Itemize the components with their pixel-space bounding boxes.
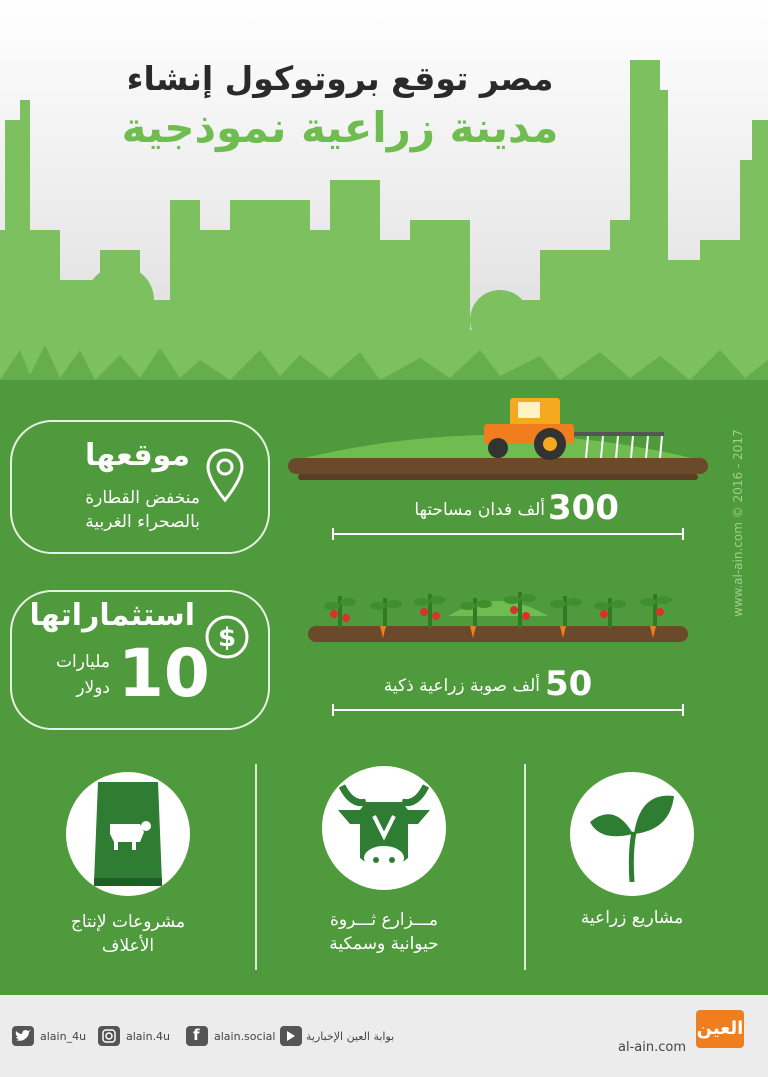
leaf-icon [570, 772, 694, 896]
site-url[interactable]: al-ain.com [618, 1040, 686, 1055]
facebook-handle[interactable]: alain.social [214, 1030, 276, 1043]
livestock-label-line1: مـــزارع ثـــروة [329, 910, 439, 930]
headline-line2: مدينة زراعية نموذجية [121, 103, 559, 152]
feed-label-line2: الأعلاف [101, 936, 155, 956]
watermark-copyright: © 2016 - 2017 [731, 429, 745, 519]
greenhouses-number: 50 [545, 664, 593, 704]
feed-label-line1: مشروعات لإنتاج [70, 912, 186, 932]
agri-projects-label [540, 906, 724, 930]
livestock-circle [322, 766, 446, 890]
cow-head-icon [322, 766, 446, 890]
investments-heading: استثماراتها [29, 598, 195, 633]
feed-label [36, 910, 220, 958]
facebook-glyph: f [193, 1026, 200, 1044]
location-line2: بالصحراء الغربية [85, 512, 200, 532]
youtube-label[interactable]: بوابة العين الإخبارية [306, 1030, 395, 1043]
svg-text:$: $ [217, 623, 237, 653]
instagram-glyph [101, 1028, 117, 1044]
dollar-icon [204, 614, 250, 660]
location-heading: موقعها [84, 438, 190, 473]
investments-number: 10 [118, 635, 210, 712]
tractor-field-illustration [288, 388, 708, 488]
watermark [728, 429, 748, 620]
headline-line1: مصر توقع بروتوكول إنشاء [126, 59, 554, 98]
livestock-label [290, 908, 478, 956]
divider-left [255, 764, 257, 970]
divider-right [524, 764, 526, 970]
headline [60, 58, 620, 156]
area-text: ألف فدان مساحتها [414, 500, 545, 520]
agri-projects-label-line1: مشاريع زراعية [580, 908, 684, 928]
greenhouses-bracket [332, 704, 684, 716]
alain-logo [696, 1010, 744, 1048]
area-number: 300 [548, 488, 619, 528]
crops-illustration [308, 576, 688, 656]
feed-sack-icon [66, 772, 190, 896]
youtube-glyph [286, 1030, 296, 1042]
location-pin-icon [205, 448, 245, 504]
investments-unit1: مليارات [56, 652, 110, 672]
agri-projects-circle [570, 772, 694, 896]
watermark-url: www.al-ain.com [731, 522, 745, 617]
twitter-glyph [15, 1029, 31, 1043]
feed-circle [66, 772, 190, 896]
greenhouses-text: ألف صوبة زراعية ذكية [383, 676, 540, 696]
investments-unit2: دولار [76, 678, 110, 698]
location-line1: منخفض القطارة [85, 488, 200, 508]
twitter-handle[interactable]: alain_4u [40, 1030, 87, 1043]
area-bracket [332, 528, 684, 540]
alain-logo-text: العين [696, 1018, 744, 1039]
livestock-label-line2: حيوانية وسمكية [329, 934, 439, 954]
instagram-handle[interactable]: alain.4u [126, 1030, 171, 1043]
